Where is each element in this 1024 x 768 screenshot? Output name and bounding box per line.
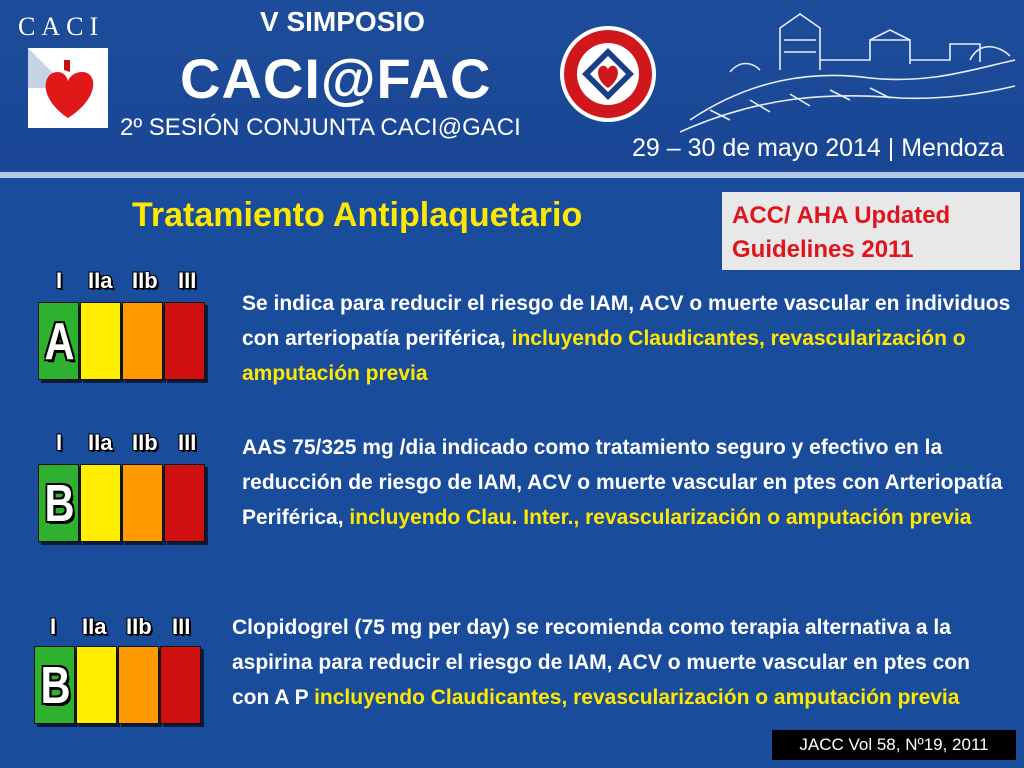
- class-label-I: I: [50, 614, 57, 639]
- class-I-box: [38, 464, 79, 542]
- class-IIb-box: [122, 464, 163, 542]
- evidence-level: A: [44, 313, 75, 371]
- class-IIb-box: [118, 646, 159, 724]
- castle-landscape-illustration: [670, 0, 1020, 140]
- class-label-I: I: [56, 268, 63, 293]
- class-header-row: [40, 430, 210, 456]
- class-label-IIa: IIa: [88, 430, 113, 455]
- class-label-IIa: IIa: [82, 614, 107, 639]
- guideline-line-2: Guidelines 2011: [732, 236, 914, 263]
- class-level-boxes: [38, 302, 206, 380]
- class-level-boxes: [38, 464, 206, 542]
- class-III-box: [164, 464, 205, 542]
- symposium-label: V SIMPOSIO: [260, 6, 425, 37]
- caci-logo: [10, 12, 110, 137]
- recommendation-body: Se indica para reducir el riesgo de IAM, ACV o muerte vascular en individuos con arteriopatía periférica,: [242, 292, 1011, 350]
- recommendation-text: [242, 430, 1022, 535]
- class-IIb-box: [122, 302, 163, 380]
- recommendation-highlight: incluyendo Claudicantes, revascularización o amputación previa: [314, 686, 960, 709]
- class-label-I: I: [56, 430, 63, 455]
- journal-reference: JACC Vol 58, Nº19, 2011: [772, 730, 1016, 760]
- recommendation-text: [242, 286, 1022, 391]
- recommendation-highlight: incluyendo Claudicantes, revascularización o amputación previa: [242, 327, 966, 385]
- class-IIa-box: [76, 646, 117, 724]
- class-label-III: III: [178, 430, 197, 455]
- class-I-box: [34, 646, 75, 724]
- recommendation-body: AAS 75/325 mg /dia indicado como tratamiento seguro y efectivo en la reducción de riesgo de IAM, ACV o muerte vascular en ptes con Arteriopatía Periférica,: [242, 436, 1003, 529]
- fac-seal-icon: [558, 24, 658, 124]
- class-label-IIb: IIb: [126, 614, 152, 639]
- castle-icon: [670, 0, 1020, 140]
- class-level-boxes: [34, 646, 202, 724]
- class-III-box: [160, 646, 201, 724]
- class-header-row: [40, 268, 210, 294]
- evidence-level: B: [44, 475, 75, 533]
- class-label-IIa: IIa: [88, 268, 113, 293]
- fac-logo: [558, 24, 658, 124]
- recommendation-highlight: incluyendo Clau. Inter., revascularización o amputación previa: [349, 506, 972, 529]
- evidence-level: B: [40, 657, 71, 715]
- caci-heart-box: [28, 48, 108, 128]
- header-banner: [0, 0, 1024, 170]
- recommendation-body: Clopidogrel (75 mg per day) se recomienda como terapia alternativa a la aspirina para reducir el riesgo de IAM, ACV o muerte vascular en ptes con con A P: [232, 616, 970, 709]
- class-header-row: [36, 614, 206, 640]
- class-IIa-box: [80, 302, 121, 380]
- class-IIa-box: [80, 464, 121, 542]
- class-III-box: [164, 302, 205, 380]
- class-label-III: III: [178, 268, 197, 293]
- class-label-IIb: IIb: [132, 268, 158, 293]
- date-location: 29 – 30 de mayo 2014 | Mendoza: [632, 134, 1005, 162]
- class-label-IIb: IIb: [132, 430, 158, 455]
- caci-logo-text: CACI: [18, 12, 105, 41]
- header-divider: [0, 172, 1024, 178]
- slide-title: Tratamiento Antiplaquetario: [132, 196, 583, 234]
- event-name: CACI@FAC: [180, 47, 492, 110]
- guideline-badge: [722, 192, 1020, 270]
- class-label-III: III: [172, 614, 191, 639]
- guideline-line-1: ACC/ AHA Updated: [732, 202, 951, 229]
- heart-icon: [28, 48, 108, 128]
- class-I-box: [38, 302, 79, 380]
- session-label: 2º SESIÓN CONJUNTA CACI@GACI: [120, 114, 521, 141]
- recommendation-text: [232, 610, 992, 715]
